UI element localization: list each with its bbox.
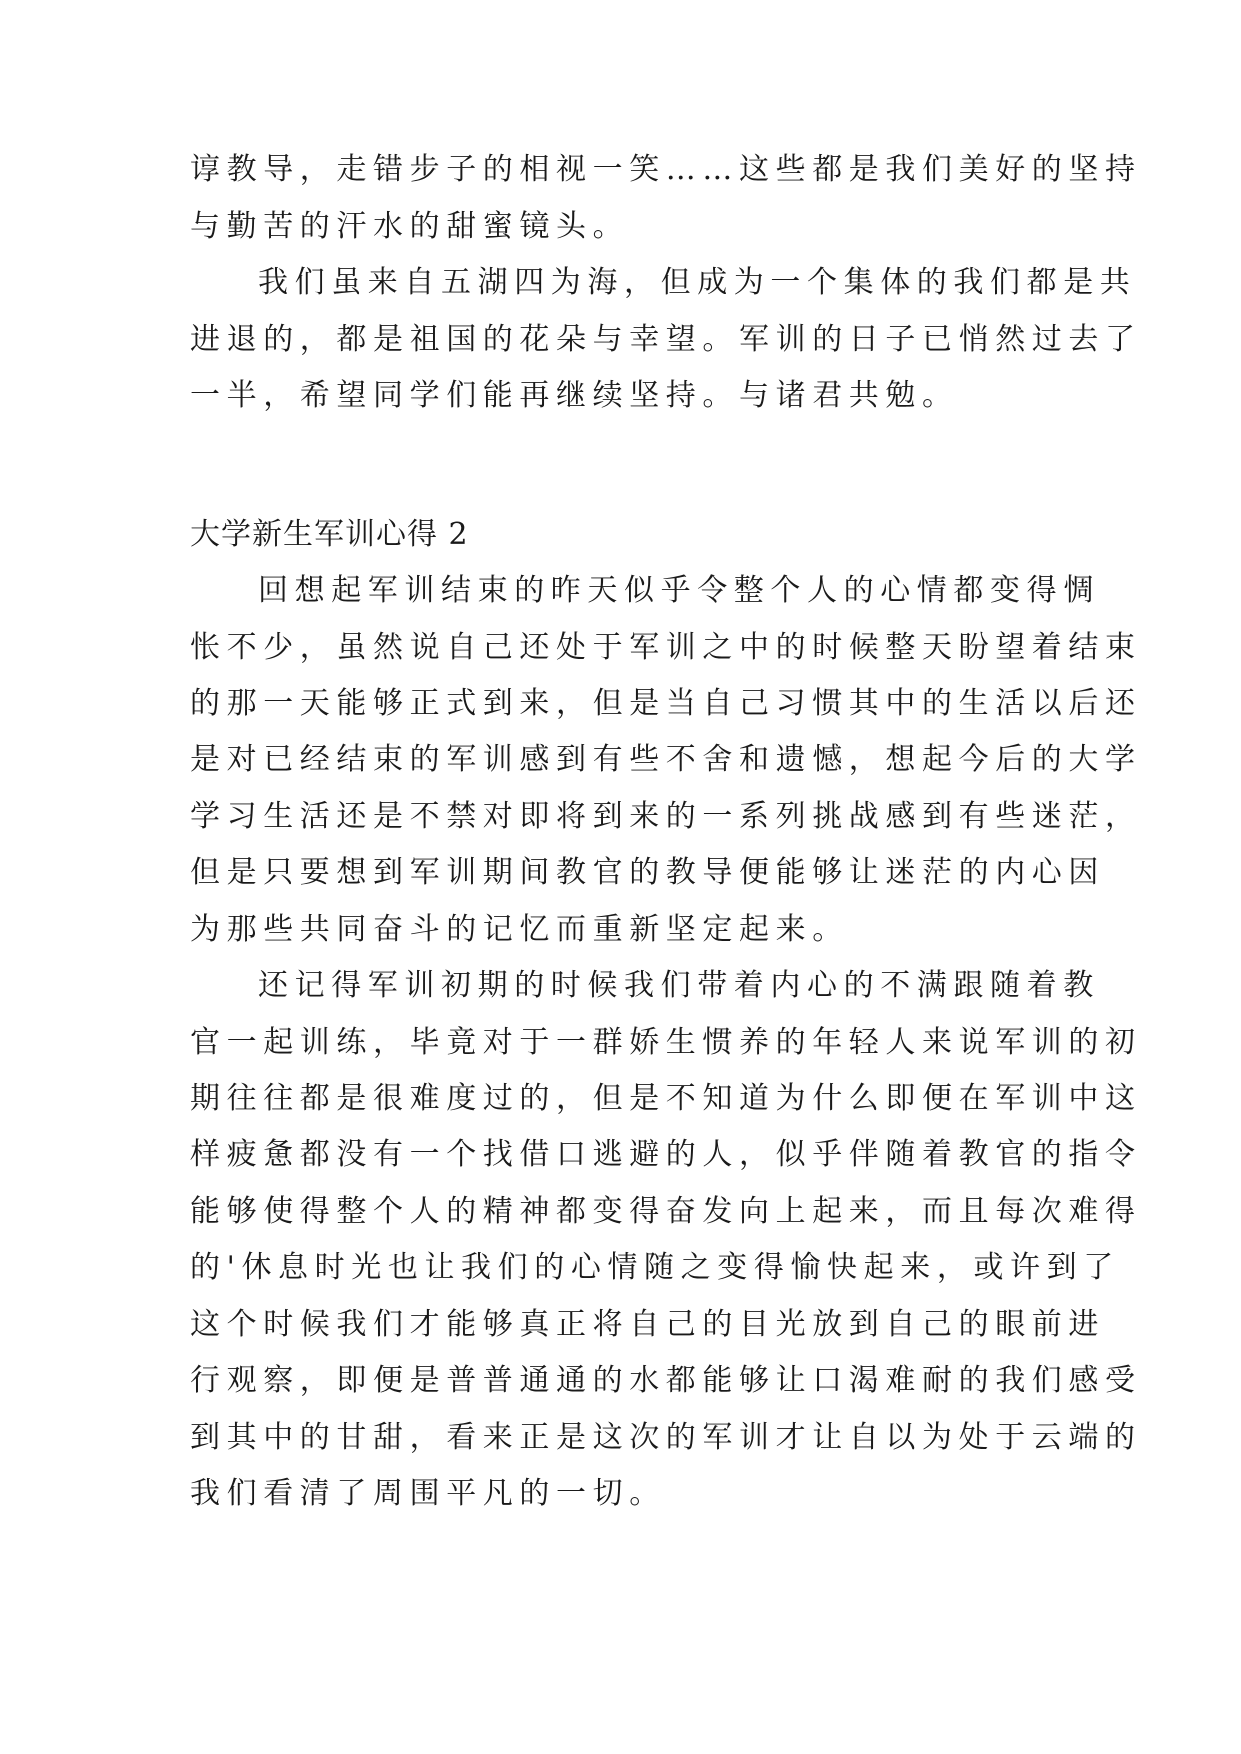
paragraph-line: 与勤苦的汗水的甜蜜镜头。 — [190, 209, 630, 244]
paragraph-line: 的那一天能够正式到来，但是当自己习惯其中的生活以后还 — [190, 686, 1142, 721]
paragraph-line: 官一起训练，毕竟对于一群娇生惯养的年轻人来说军训的初 — [190, 1025, 1142, 1060]
paragraph-line: 是对已经结束的军训感到有些不舍和遗憾，想起今后的大学 — [190, 742, 1142, 777]
paragraph-line: 进退的，都是祖国的花朵与幸望。军训的日子已悄然过去了 — [190, 322, 1142, 357]
paragraph-line: 能够使得整个人的精神都变得奋发向上起来，而且每次难得 — [190, 1194, 1142, 1229]
paragraph-line: 的'休息时光也让我们的心情随之变得愉快起来，或许到了 — [190, 1250, 1120, 1285]
paragraph-line: 行观察，即便是普普通通的水都能够让口渴难耐的我们感受 — [190, 1363, 1142, 1398]
paragraph-line: 我们看清了周围平凡的一切。 — [190, 1476, 666, 1511]
paragraph-line: 我们虽来自五湖四为海，但成为一个集体的我们都是共 — [258, 265, 1137, 300]
paragraph-line: 这个时候我们才能够真正将自己的目光放到自己的眼前进 — [190, 1307, 1105, 1342]
paragraph-line: 谆教导，走错步子的相视一笑……这些都是我们美好的坚持 — [190, 152, 1142, 187]
section-heading: 大学新生军训心得 2 — [190, 517, 469, 552]
paragraph-line: 样疲惫都没有一个找借口逃避的人，似乎伴随着教官的指令 — [190, 1137, 1142, 1172]
paragraph-line: 还记得军训初期的时候我们带着内心的不满跟随着教 — [258, 968, 1100, 1003]
paragraph-line: 到其中的甘甜，看来正是这次的军训才让自以为处于云端的 — [190, 1420, 1142, 1455]
paragraph-line: 怅不少，虽然说自己还处于军训之中的时候整天盼望着结束 — [190, 630, 1142, 665]
paragraph-line: 一半，希望同学们能再继续坚持。与诸君共勉。 — [190, 378, 959, 413]
paragraph-line: 但是只要想到军训期间教官的教导便能够让迷茫的内心因 — [190, 855, 1105, 890]
paragraph-line: 学习生活还是不禁对即将到来的一系列挑战感到有些迷茫， — [190, 799, 1142, 834]
paragraph-line: 期往往都是很难度过的，但是不知道为什么即便在军训中这 — [190, 1081, 1142, 1116]
paragraph-line: 为那些共同奋斗的记忆而重新坚定起来。 — [190, 912, 849, 947]
paragraph-line: 回想起军训结束的昨天似乎令整个人的心情都变得惆 — [258, 573, 1100, 608]
